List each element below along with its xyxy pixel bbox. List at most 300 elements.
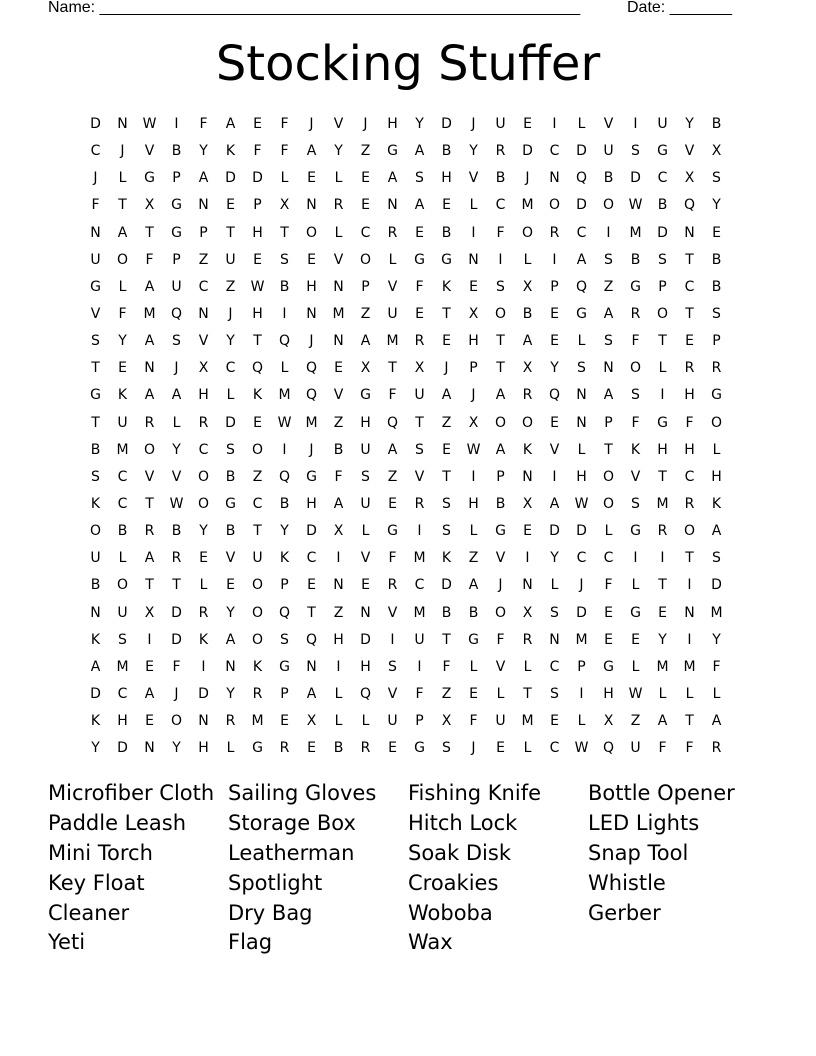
grid-letter: T bbox=[658, 333, 667, 350]
grid-letter: N bbox=[360, 604, 371, 621]
grid-letter: W bbox=[574, 740, 589, 757]
grid-letter: O bbox=[305, 224, 318, 241]
grid-letter: F bbox=[280, 143, 289, 160]
grid-letter: G bbox=[468, 631, 479, 648]
grid-letter: U bbox=[117, 414, 128, 431]
grid-letter: E bbox=[469, 278, 478, 295]
grid-letter: L bbox=[361, 523, 370, 540]
grid-letter: X bbox=[684, 170, 695, 187]
grid-letter: A bbox=[90, 658, 101, 675]
grid-letter: E bbox=[550, 333, 559, 350]
grid-letter: L bbox=[496, 685, 505, 702]
grid-letter: M bbox=[278, 387, 291, 404]
grid-letter: D bbox=[225, 170, 236, 187]
grid-letter: M bbox=[575, 631, 588, 648]
grid-letter: O bbox=[602, 495, 615, 512]
grid-letter: V bbox=[333, 251, 344, 268]
grid-letter: L bbox=[334, 170, 343, 187]
grid-letter: R bbox=[387, 577, 398, 594]
grid-letter: R bbox=[279, 740, 290, 757]
grid-letter: N bbox=[522, 577, 533, 594]
grid-letter: F bbox=[604, 577, 613, 594]
grid-letter: E bbox=[604, 604, 613, 621]
grid-letter: M bbox=[683, 658, 696, 675]
grid-letter: N bbox=[603, 360, 614, 377]
grid-letter: M bbox=[521, 713, 534, 730]
grid-letter: K bbox=[441, 550, 452, 567]
grid-letter: O bbox=[602, 468, 615, 485]
grid-letter: V bbox=[549, 441, 560, 458]
grid-letter: S bbox=[712, 550, 721, 567]
grid-letter: K bbox=[252, 658, 263, 675]
grid-letter: E bbox=[550, 305, 559, 322]
grid-letter: Q bbox=[575, 170, 588, 187]
grid-letter: O bbox=[251, 631, 264, 648]
grid-letter: P bbox=[604, 414, 613, 431]
grid-letter: K bbox=[630, 441, 641, 458]
grid-letter: R bbox=[684, 495, 695, 512]
grid-letter: D bbox=[657, 224, 668, 241]
grid-letter: L bbox=[469, 197, 478, 214]
grid-letter: C bbox=[117, 468, 128, 485]
grid-letter: A bbox=[306, 143, 317, 160]
grid-letter: J bbox=[444, 360, 449, 377]
grid-letter: C bbox=[549, 740, 560, 757]
grid-letter: T bbox=[442, 305, 451, 322]
word-list-item: Flag bbox=[228, 930, 273, 955]
grid-letter: O bbox=[494, 604, 507, 621]
grid-letter: I bbox=[471, 224, 476, 241]
grid-letter: O bbox=[521, 224, 534, 241]
grid-letter: T bbox=[253, 333, 262, 350]
grid-letter: G bbox=[225, 495, 236, 512]
grid-letter: Z bbox=[333, 414, 344, 431]
grid-letter: X bbox=[711, 143, 722, 160]
grid-letter: L bbox=[172, 414, 181, 431]
grid-letter: T bbox=[496, 333, 505, 350]
grid-letter: N bbox=[576, 387, 587, 404]
grid-letter: R bbox=[522, 387, 533, 404]
grid-letter: H bbox=[198, 387, 209, 404]
grid-letter: N bbox=[684, 604, 695, 621]
grid-letter: E bbox=[334, 360, 343, 377]
grid-letter: H bbox=[468, 495, 479, 512]
grid-letter: W bbox=[169, 495, 184, 512]
grid-letter: B bbox=[603, 170, 614, 187]
grid-letter: N bbox=[90, 224, 101, 241]
grid-letter: B bbox=[495, 495, 506, 512]
grid-letter: E bbox=[307, 170, 316, 187]
grid-letter: M bbox=[656, 495, 669, 512]
grid-letter: V bbox=[171, 468, 182, 485]
word-list-item: Mini Torch bbox=[48, 840, 153, 865]
grid-letter: I bbox=[336, 550, 341, 567]
grid-letter: O bbox=[359, 251, 372, 268]
grid-letter: F bbox=[712, 658, 721, 675]
grid-letter: P bbox=[253, 197, 262, 214]
grid-letter: L bbox=[577, 713, 586, 730]
grid-letter: Y bbox=[280, 523, 289, 540]
grid-letter: D bbox=[522, 143, 533, 160]
grid-letter: S bbox=[442, 495, 451, 512]
grid-letter: K bbox=[117, 387, 128, 404]
grid-letter: Q bbox=[359, 685, 372, 702]
grid-letter: D bbox=[306, 523, 317, 540]
grid-letter: R bbox=[225, 713, 236, 730]
grid-letter: L bbox=[280, 170, 289, 187]
grid-letter: D bbox=[171, 631, 182, 648]
grid-letter: T bbox=[91, 414, 100, 431]
grid-letter: C bbox=[198, 441, 209, 458]
grid-letter: D bbox=[711, 577, 722, 594]
grid-letter: F bbox=[469, 713, 478, 730]
grid-letter: F bbox=[172, 658, 181, 675]
grid-letter: R bbox=[144, 414, 155, 431]
grid-letter: Y bbox=[550, 360, 559, 377]
grid-letter: A bbox=[441, 387, 452, 404]
word-list-item: Leatherman bbox=[228, 840, 355, 865]
grid-letter: K bbox=[90, 495, 101, 512]
grid-letter: I bbox=[579, 685, 584, 702]
grid-letter: A bbox=[711, 523, 722, 540]
grid-letter: L bbox=[280, 360, 289, 377]
grid-letter: F bbox=[388, 387, 397, 404]
grid-letter: G bbox=[171, 197, 182, 214]
grid-letter: Y bbox=[199, 523, 208, 540]
grid-letter: L bbox=[388, 251, 397, 268]
grid-letter: U bbox=[414, 387, 425, 404]
grid-letter: B bbox=[630, 251, 641, 268]
grid-letter: E bbox=[226, 197, 235, 214]
grid-letter: A bbox=[225, 116, 236, 132]
grid-letter: B bbox=[333, 740, 344, 757]
grid-letter: L bbox=[334, 713, 343, 730]
grid-letter: G bbox=[603, 658, 614, 675]
grid-letter: L bbox=[334, 224, 343, 241]
grid-letter: F bbox=[253, 143, 262, 160]
grid-letter: Z bbox=[360, 143, 371, 160]
grid-letter: Q bbox=[278, 468, 291, 485]
grid-letter: L bbox=[469, 658, 478, 675]
grid-letter: E bbox=[307, 740, 316, 757]
grid-letter: E bbox=[631, 631, 640, 648]
grid-letter: V bbox=[90, 305, 101, 322]
grid-letter: X bbox=[144, 197, 155, 214]
grid-letter: S bbox=[280, 251, 289, 268]
grid-letter: H bbox=[441, 170, 452, 187]
grid-letter: G bbox=[387, 523, 398, 540]
grid-letter: O bbox=[251, 604, 264, 621]
grid-letter: J bbox=[309, 116, 314, 132]
grid-letter: I bbox=[525, 550, 530, 567]
grid-letter: Y bbox=[550, 550, 559, 567]
grid-letter: U bbox=[657, 116, 668, 132]
grid-letter: T bbox=[307, 604, 316, 621]
grid-letter: A bbox=[711, 713, 722, 730]
grid-letter: R bbox=[711, 360, 722, 377]
grid-letter: B bbox=[225, 523, 236, 540]
grid-letter: H bbox=[684, 387, 695, 404]
grid-letter: A bbox=[360, 333, 371, 350]
grid-letter: P bbox=[496, 468, 505, 485]
grid-letter: T bbox=[145, 495, 154, 512]
grid-letter: P bbox=[577, 658, 586, 675]
grid-letter: I bbox=[660, 387, 665, 404]
grid-letter: Q bbox=[305, 387, 318, 404]
grid-letter: E bbox=[415, 305, 424, 322]
grid-letter: U bbox=[171, 278, 182, 295]
grid-letter: Y bbox=[415, 116, 424, 132]
grid-letter: T bbox=[685, 550, 694, 567]
grid-letter: H bbox=[333, 631, 344, 648]
grid-letter: Q bbox=[170, 305, 183, 322]
grid-letter: J bbox=[471, 116, 476, 132]
grid-letter: O bbox=[143, 441, 156, 458]
grid-letter: M bbox=[413, 604, 426, 621]
grid-letter: I bbox=[606, 224, 611, 241]
grid-letter: Z bbox=[441, 414, 452, 431]
grid-letter: R bbox=[387, 224, 398, 241]
grid-letter: N bbox=[333, 333, 344, 350]
grid-letter: J bbox=[363, 116, 368, 132]
grid-letter: T bbox=[388, 360, 397, 377]
grid-letter: C bbox=[603, 550, 614, 567]
grid-letter: H bbox=[306, 278, 317, 295]
grid-letter: C bbox=[225, 360, 236, 377]
grid-letter: E bbox=[226, 577, 235, 594]
grid-letter: L bbox=[685, 685, 694, 702]
grid-letter: S bbox=[631, 387, 640, 404]
grid-letter: Z bbox=[198, 251, 209, 268]
grid-letter: G bbox=[90, 387, 101, 404]
grid-letter: R bbox=[198, 604, 209, 621]
grid-letter: P bbox=[469, 360, 478, 377]
grid-letter: Q bbox=[305, 631, 318, 648]
grid-letter: R bbox=[630, 305, 641, 322]
grid-letter: V bbox=[603, 116, 614, 132]
grid-letter: H bbox=[387, 116, 398, 132]
word-list-item: Fishing Knife bbox=[408, 781, 542, 805]
grid-letter: B bbox=[225, 468, 236, 485]
grid-letter: U bbox=[360, 495, 371, 512]
word-list-item: Sailing Gloves bbox=[228, 781, 377, 805]
grid-letter: B bbox=[279, 278, 290, 295]
grid-letter: V bbox=[387, 278, 398, 295]
grid-letter: G bbox=[171, 224, 182, 241]
grid-letter: F bbox=[496, 224, 505, 241]
grid-letter: Y bbox=[226, 685, 235, 702]
grid-letter: V bbox=[468, 170, 479, 187]
grid-letter: L bbox=[631, 658, 640, 675]
grid-letter: W bbox=[628, 197, 643, 214]
grid-letter: S bbox=[631, 495, 640, 512]
word-list-item: LED Lights bbox=[588, 810, 700, 835]
word-list-item: Whistle bbox=[588, 870, 666, 895]
grid-letter: O bbox=[251, 441, 264, 458]
grid-letter: T bbox=[280, 224, 289, 241]
grid-letter: M bbox=[521, 197, 534, 214]
grid-letter: M bbox=[656, 658, 669, 675]
grid-letter: B bbox=[522, 305, 533, 322]
grid-letter: N bbox=[333, 577, 344, 594]
grid-letter: J bbox=[309, 441, 314, 458]
grid-letter: A bbox=[414, 143, 425, 160]
grid-letter: F bbox=[685, 414, 694, 431]
grid-letter: T bbox=[604, 441, 613, 458]
grid-letter: T bbox=[91, 360, 100, 377]
grid-letter: E bbox=[550, 713, 559, 730]
grid-letter: E bbox=[442, 197, 451, 214]
grid-letter: B bbox=[90, 441, 101, 458]
grid-letter: F bbox=[415, 278, 424, 295]
grid-letter: B bbox=[468, 604, 479, 621]
grid-letter: D bbox=[441, 116, 452, 132]
grid-letter: H bbox=[252, 305, 263, 322]
grid-letter: R bbox=[360, 740, 371, 757]
grid-letter: S bbox=[226, 441, 235, 458]
grid-letter: Y bbox=[172, 740, 181, 757]
grid-letter: A bbox=[603, 387, 614, 404]
grid-letter: R bbox=[252, 685, 263, 702]
grid-letter: I bbox=[471, 468, 476, 485]
grid-letter: G bbox=[657, 414, 668, 431]
grid-letter: N bbox=[144, 740, 155, 757]
grid-letter: U bbox=[495, 713, 506, 730]
grid-letter: T bbox=[172, 577, 181, 594]
grid-letter: H bbox=[252, 224, 263, 241]
grid-letter: U bbox=[117, 604, 128, 621]
grid-letter: L bbox=[118, 278, 127, 295]
grid-letter: C bbox=[684, 468, 695, 485]
grid-letter: Y bbox=[469, 143, 478, 160]
word-list-item: Dry Bag bbox=[228, 900, 313, 925]
grid-letter: T bbox=[415, 414, 424, 431]
grid-letter: W bbox=[250, 278, 265, 295]
grid-letter: I bbox=[660, 550, 665, 567]
grid-letter: F bbox=[631, 414, 640, 431]
grid-letter: J bbox=[498, 577, 503, 594]
grid-letter: U bbox=[225, 251, 236, 268]
grid-letter: E bbox=[712, 224, 721, 241]
grid-letter: D bbox=[630, 170, 641, 187]
grid-letter: F bbox=[145, 251, 154, 268]
grid-letter: W bbox=[466, 441, 481, 458]
grid-letter: G bbox=[576, 305, 587, 322]
grid-letter: N bbox=[306, 658, 317, 675]
grid-letter: O bbox=[548, 197, 561, 214]
grid-letter: D bbox=[225, 414, 236, 431]
grid-letter: O bbox=[197, 495, 210, 512]
grid-letter: V bbox=[144, 143, 155, 160]
grid-letter: G bbox=[414, 251, 425, 268]
grid-letter: A bbox=[387, 170, 398, 187]
grid-letter: X bbox=[414, 360, 425, 377]
grid-letter: O bbox=[521, 414, 534, 431]
grid-letter: J bbox=[228, 305, 233, 322]
grid-letter: F bbox=[631, 333, 640, 350]
grid-letter: E bbox=[361, 170, 370, 187]
grid-letter: D bbox=[549, 523, 560, 540]
grid-letter: Q bbox=[548, 387, 561, 404]
word-list-item: Paddle Leash bbox=[48, 810, 187, 835]
grid-letter: W bbox=[142, 116, 157, 132]
grid-letter: I bbox=[174, 116, 179, 132]
grid-letter: H bbox=[603, 685, 614, 702]
grid-letter: M bbox=[629, 224, 642, 241]
grid-letter: T bbox=[658, 577, 667, 594]
grid-letter: P bbox=[712, 333, 721, 350]
grid-letter: L bbox=[577, 333, 586, 350]
grid-letter: Q bbox=[278, 333, 291, 350]
grid-letter: S bbox=[658, 251, 667, 268]
grid-letter: E bbox=[523, 116, 532, 132]
grid-letter: E bbox=[685, 333, 694, 350]
grid-letter: X bbox=[522, 278, 533, 295]
grid-letter: T bbox=[145, 224, 154, 241]
grid-letter: A bbox=[468, 577, 479, 594]
grid-letter: A bbox=[333, 495, 344, 512]
grid-letter: B bbox=[711, 116, 722, 132]
grid-letter: U bbox=[603, 143, 614, 160]
grid-letter: X bbox=[468, 414, 479, 431]
grid-letter: Y bbox=[172, 441, 181, 458]
grid-letter: K bbox=[198, 631, 209, 648]
grid-letter: C bbox=[576, 550, 587, 567]
grid-letter: G bbox=[279, 658, 290, 675]
grid-letter: C bbox=[549, 658, 560, 675]
grid-letter: Q bbox=[386, 414, 399, 431]
grid-letter: I bbox=[552, 251, 557, 268]
grid-letter: C bbox=[360, 224, 371, 241]
grid-letter: R bbox=[522, 631, 533, 648]
grid-letter: N bbox=[90, 604, 101, 621]
grid-letter: O bbox=[197, 468, 210, 485]
grid-letter: C bbox=[657, 170, 668, 187]
grid-letter: T bbox=[442, 631, 451, 648]
grid-letter: T bbox=[685, 713, 694, 730]
grid-letter: K bbox=[252, 387, 263, 404]
grid-letter: X bbox=[279, 197, 290, 214]
word-list-item: Snap Tool bbox=[588, 840, 689, 865]
grid-letter: L bbox=[658, 685, 667, 702]
grid-letter: X bbox=[522, 360, 533, 377]
grid-letter: P bbox=[658, 278, 667, 295]
grid-letter: F bbox=[442, 658, 451, 675]
grid-letter: B bbox=[441, 604, 452, 621]
word-list-item: Cleaner bbox=[48, 900, 130, 925]
grid-letter: K bbox=[441, 278, 452, 295]
grid-letter: F bbox=[685, 740, 694, 757]
word-list-item: Gerber bbox=[588, 900, 661, 925]
grid-letter: H bbox=[306, 495, 317, 512]
word-list-item: Hitch Lock bbox=[408, 810, 518, 835]
grid-letter: M bbox=[116, 441, 129, 458]
grid-letter: G bbox=[657, 143, 668, 160]
grid-letter: L bbox=[118, 550, 127, 567]
grid-letter: R bbox=[333, 197, 344, 214]
grid-letter: A bbox=[657, 713, 668, 730]
grid-letter: U bbox=[90, 251, 101, 268]
grid-letter: Y bbox=[685, 116, 694, 132]
grid-letter: Q bbox=[575, 278, 588, 295]
grid-letter: B bbox=[171, 143, 182, 160]
grid-letter: C bbox=[495, 197, 506, 214]
grid-letter: U bbox=[630, 740, 641, 757]
grid-letter: N bbox=[144, 360, 155, 377]
grid-letter: G bbox=[711, 387, 722, 404]
grid-letter: B bbox=[711, 251, 722, 268]
grid-letter: H bbox=[117, 713, 128, 730]
